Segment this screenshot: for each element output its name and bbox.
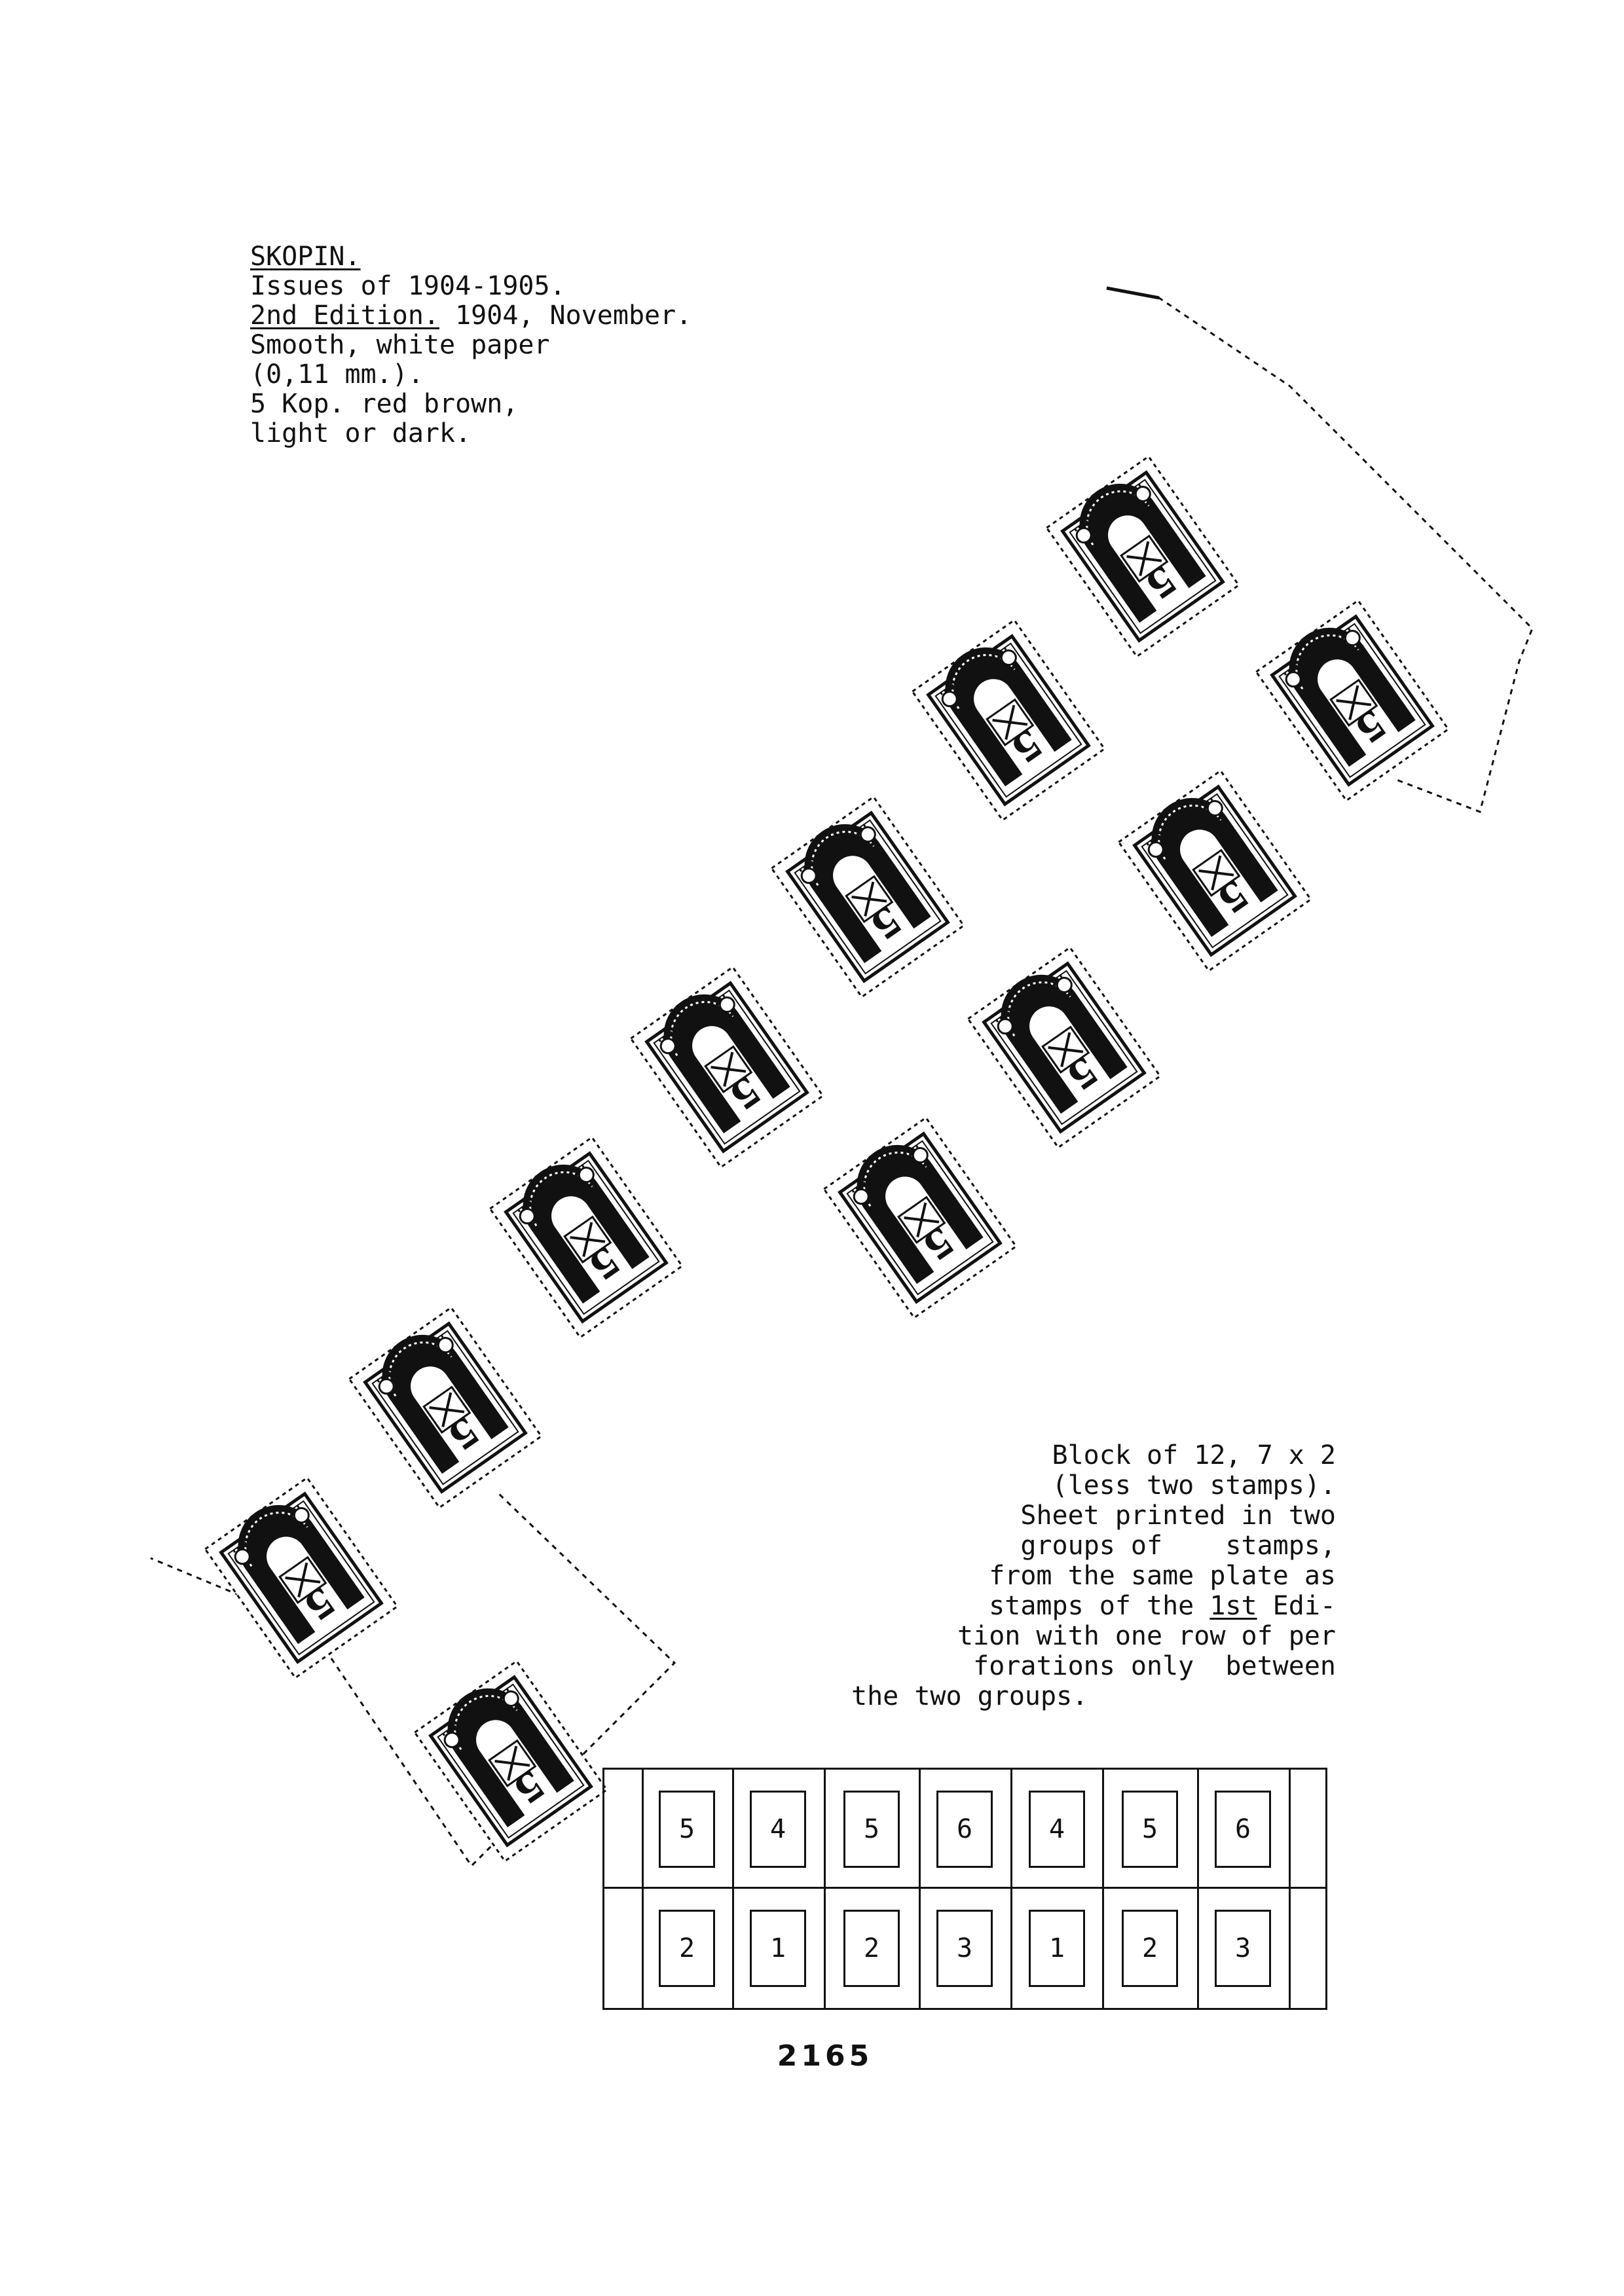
- edition-ordinal: 1st: [1209, 1591, 1257, 1621]
- plate-divider: [1289, 1889, 1291, 2008]
- stamp: [1118, 770, 1310, 971]
- stamp: [489, 1137, 682, 1338]
- stamp: [348, 1307, 541, 1508]
- paper-line-2: (0,11 mm.).: [250, 359, 424, 390]
- plate-position: 2: [843, 1910, 900, 1987]
- desc-line: Sheet printed in two: [1020, 1501, 1336, 1531]
- stamp-denomination: 5: [721, 1066, 769, 1119]
- desc-line: from the same plate as: [989, 1561, 1336, 1591]
- plate-position: 4: [1029, 1791, 1085, 1868]
- stamp: [771, 796, 963, 997]
- plate-divider: [732, 1770, 734, 1887]
- plate-divider: [642, 1889, 644, 2008]
- stamp: [967, 947, 1160, 1148]
- stamp-denomination: 5: [580, 1237, 628, 1289]
- plate-divider: [824, 1889, 826, 2008]
- place-title: SKOPIN.: [250, 242, 361, 272]
- block-description: [851, 1440, 1336, 1711]
- plate-row-bottom: [604, 1889, 1325, 2008]
- edition-date: 1904, November.: [439, 301, 692, 331]
- stamp-denomination: 5: [1058, 1047, 1106, 1099]
- plate-diagram: [602, 1768, 1327, 2010]
- desc-text: Edi-: [1257, 1591, 1336, 1621]
- stamp: [204, 1477, 397, 1678]
- stamp: [1255, 600, 1448, 801]
- stamp: [1046, 456, 1238, 657]
- issues-line: Issues of 1904-1905.: [250, 271, 566, 301]
- plate-position: 5: [659, 1791, 715, 1868]
- stamp-denomination: 5: [505, 1760, 553, 1813]
- plate-divider: [919, 1770, 921, 1887]
- desc-line: Block of 12, 7 x 2: [1052, 1440, 1336, 1470]
- plate-divider: [1010, 1889, 1012, 2008]
- value-line-1: 5 Kop. red brown,: [250, 389, 519, 419]
- plate-position: 2: [659, 1910, 715, 1987]
- plate-divider: [919, 1889, 921, 2008]
- page-number: 2165: [777, 2039, 874, 2073]
- plate-position: 5: [1122, 1791, 1178, 1868]
- plate-position: 4: [750, 1791, 806, 1868]
- plate-divider: [642, 1770, 644, 1887]
- plate-row-top: [604, 1770, 1325, 1889]
- plate-divider: [824, 1770, 826, 1887]
- plate-position: 5: [843, 1791, 900, 1868]
- plate-divider: [1197, 1889, 1199, 2008]
- stamp: [414, 1660, 606, 1861]
- desc-text: stamps of the: [989, 1591, 1210, 1621]
- plate-position: 6: [936, 1791, 993, 1868]
- value-line-2: light or dark.: [250, 418, 471, 448]
- stamp: [823, 1117, 1016, 1318]
- desc-line: [851, 1591, 1336, 1621]
- plate-position: 3: [1215, 1910, 1271, 1987]
- plate-position: 3: [936, 1910, 993, 1987]
- desc-line: groups of stamps,: [1020, 1531, 1336, 1561]
- stamp: [912, 619, 1104, 820]
- desc-line: tion with one row of per: [957, 1621, 1336, 1651]
- desc-line: the two groups.: [851, 1681, 1088, 1711]
- desc-line: forations only between: [973, 1651, 1336, 1681]
- stamp-denomination: 5: [439, 1407, 487, 1459]
- stamp-denomination: 5: [862, 896, 910, 949]
- plate-divider: [732, 1889, 734, 2008]
- stamp: [630, 966, 822, 1167]
- stamp-denomination: 5: [1137, 556, 1185, 608]
- plate-position: 6: [1215, 1791, 1271, 1868]
- plate-position: 1: [1029, 1910, 1085, 1987]
- stamp-denomination: 5: [914, 1217, 962, 1269]
- plate-position: 2: [1122, 1910, 1178, 1987]
- plate-divider: [1102, 1770, 1104, 1887]
- plate-divider: [1102, 1889, 1104, 2008]
- stamp-denomination: 5: [295, 1577, 343, 1630]
- stamp-denomination: 5: [1346, 700, 1394, 752]
- plate-divider: [1289, 1770, 1291, 1887]
- plate-position: 1: [750, 1910, 806, 1987]
- paper-line-1: Smooth, white paper: [250, 330, 550, 360]
- plate-divider: [1010, 1770, 1012, 1887]
- edition-label: 2nd Edition.: [250, 301, 439, 331]
- stamp-denomination: 5: [1003, 720, 1050, 772]
- desc-line: (less two stamps).: [1052, 1470, 1336, 1501]
- stamp-denomination: 5: [1209, 870, 1257, 922]
- plate-divider: [1197, 1770, 1199, 1887]
